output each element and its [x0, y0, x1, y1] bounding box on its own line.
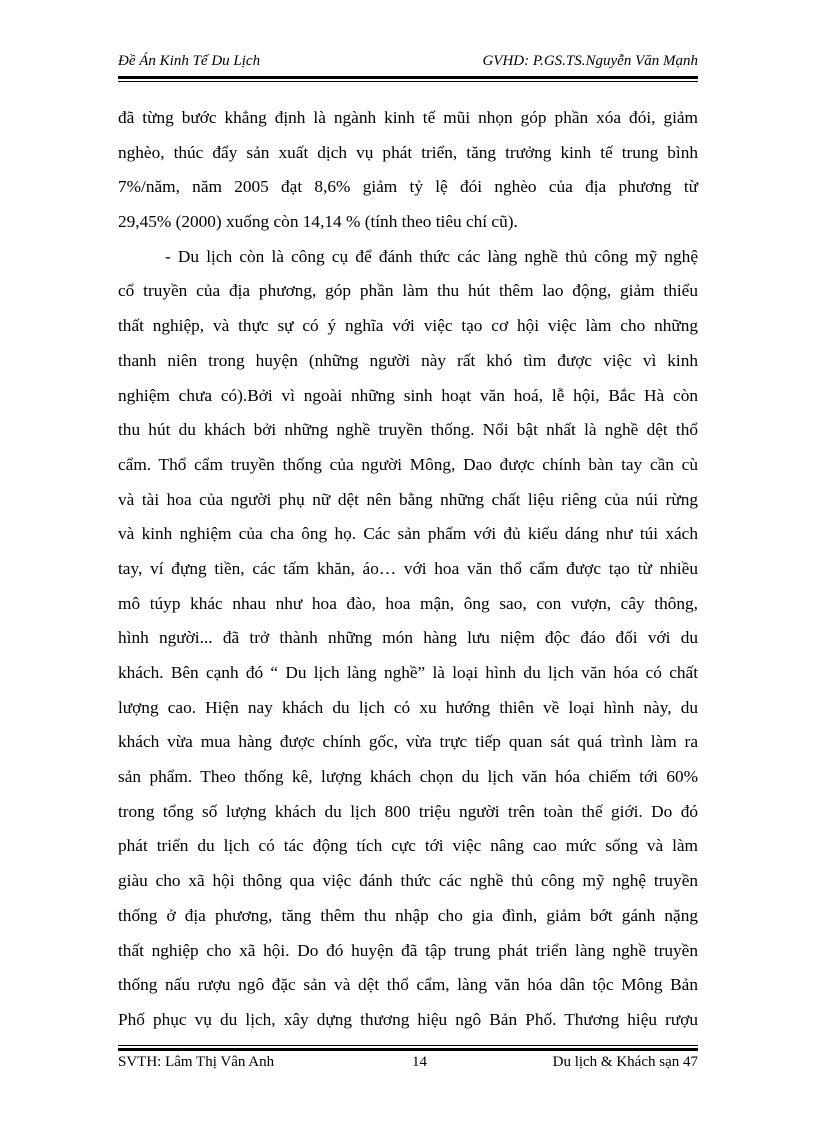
text-line: hình người... đã trở thành những món hàng lưu niệm độc đáo đối với du	[118, 628, 698, 648]
footer-class-name: Du lịch & Khách sạn 47	[552, 1054, 698, 1070]
footer-rule-thin	[118, 1045, 698, 1046]
text-line: cẩm. Thổ cẩm truyền thống của người Mông, Dao được chính bàn tay cần cù	[118, 454, 698, 474]
text-line: khách vừa mua hàng được chính gốc, vừa trực tiếp quan sát quá trình làm ra	[118, 732, 698, 752]
text-line: đã từng bước khẳng định là ngành kinh tế mũi nhọn góp phần xóa đói, giảm	[118, 108, 698, 127]
text-line: nghèo, thúc đẩy sản xuất dịch vụ phát triển, tăng trưởng kinh tế trung bình	[118, 142, 698, 162]
text-line: 7%/năm, năm 2005 đạt 8,6% giảm tỷ lệ đói nghèo của địa phương từ	[118, 177, 698, 197]
page-footer	[118, 1054, 698, 1076]
header-rule-thin	[118, 81, 698, 82]
text-line: giàu cho xã hội thông qua việc đánh thức các nghề thủ công mỹ nghệ truyền	[118, 871, 698, 891]
text-line: thất nghiệp cho xã hội. Do đó huyện đã tập trung phát triển làng nghề truyền	[118, 940, 698, 960]
text-line: thống ở địa phương, tăng thêm thu nhập cho gia đình, giảm bớt gánh nặng	[118, 905, 698, 925]
text-line: và kinh nghiệm của cha ông họ. Các sản phẩm với đủ kiểu dáng như túi xách	[118, 524, 698, 544]
text-line: thống nấu rượu ngô đặc sản và dệt thổ cẩm, làng văn hóa dân tộc Mông Bản	[118, 975, 698, 995]
text-line: Phố phục vụ du lịch, xây dựng thương hiệu ngô Bản Phố. Thương hiệu rượu	[118, 1009, 698, 1029]
header-rule-thick	[118, 76, 698, 79]
header-document-title: Đề Án Kinh Tế Du Lịch	[118, 53, 261, 69]
body-text	[118, 101, 698, 1038]
text-line: mô túyp khác nhau như hoa đào, hoa mận, ông sao, con vượn, cây thông,	[118, 593, 698, 613]
text-line: thanh niên trong huyện (những người này rất khó tìm được việc vì kinh	[118, 350, 698, 370]
text-line: phát triển du lịch có tác động tích cực tới việc nâng cao mức sống và làm	[118, 836, 698, 856]
page-number: 14	[412, 1054, 427, 1070]
footer-rule-thick	[118, 1048, 698, 1051]
header-supervisor: GVHD: P.GS.TS.Nguyễn Văn Mạnh	[482, 53, 698, 69]
text-line: cổ truyền của địa phương, góp phần làm thu hút thêm lao động, giảm thiểu	[118, 281, 698, 301]
text-line: 29,45% (2000) xuống còn 14,14 % (tính theo tiêu chí cũ).	[118, 212, 518, 232]
text-line: lượng cao. Hiện nay khách du lịch có xu hướng thiên về loại hình này, du	[118, 697, 698, 717]
text-line: thất nghiệp, và thực sự có ý nghĩa với việc tạo cơ hội việc làm cho những	[118, 316, 698, 336]
text-line: khách. Bên cạnh đó “ Du lịch làng nghề” là loại hình du lịch văn hóa có chất	[118, 663, 698, 682]
page-header	[118, 50, 698, 74]
text-line: trong tổng số lượng khách du lịch 800 triệu người trên toàn thế giới. Do đó	[118, 801, 698, 821]
text-line: sản phẩm. Theo thống kê, lượng khách chọn du lịch văn hóa chiếm tới 60%	[118, 767, 698, 787]
footer-student-name: SVTH: Lâm Thị Vân Anh	[118, 1054, 275, 1070]
text-line: nghiệm chưa có).Bởi vì ngoài những sinh hoạt văn hoá, lễ hội, Bắc Hà còn	[118, 385, 698, 405]
text-line: tay, ví đựng tiền, các tấm khăn, áo… với hoa văn thổ cẩm được tạo từ nhiều	[118, 558, 698, 578]
text-line: thu hút du khách bởi những nghề truyền thống. Nổi bật nhất là nghề dệt thổ	[118, 420, 698, 440]
text-line: - Du lịch còn là công cụ để đánh thức các làng nghề thủ công mỹ nghệ	[165, 246, 698, 266]
text-line: và tài hoa của người phụ nữ dệt nên bằng những chất liệu riêng của núi rừng	[118, 489, 698, 509]
